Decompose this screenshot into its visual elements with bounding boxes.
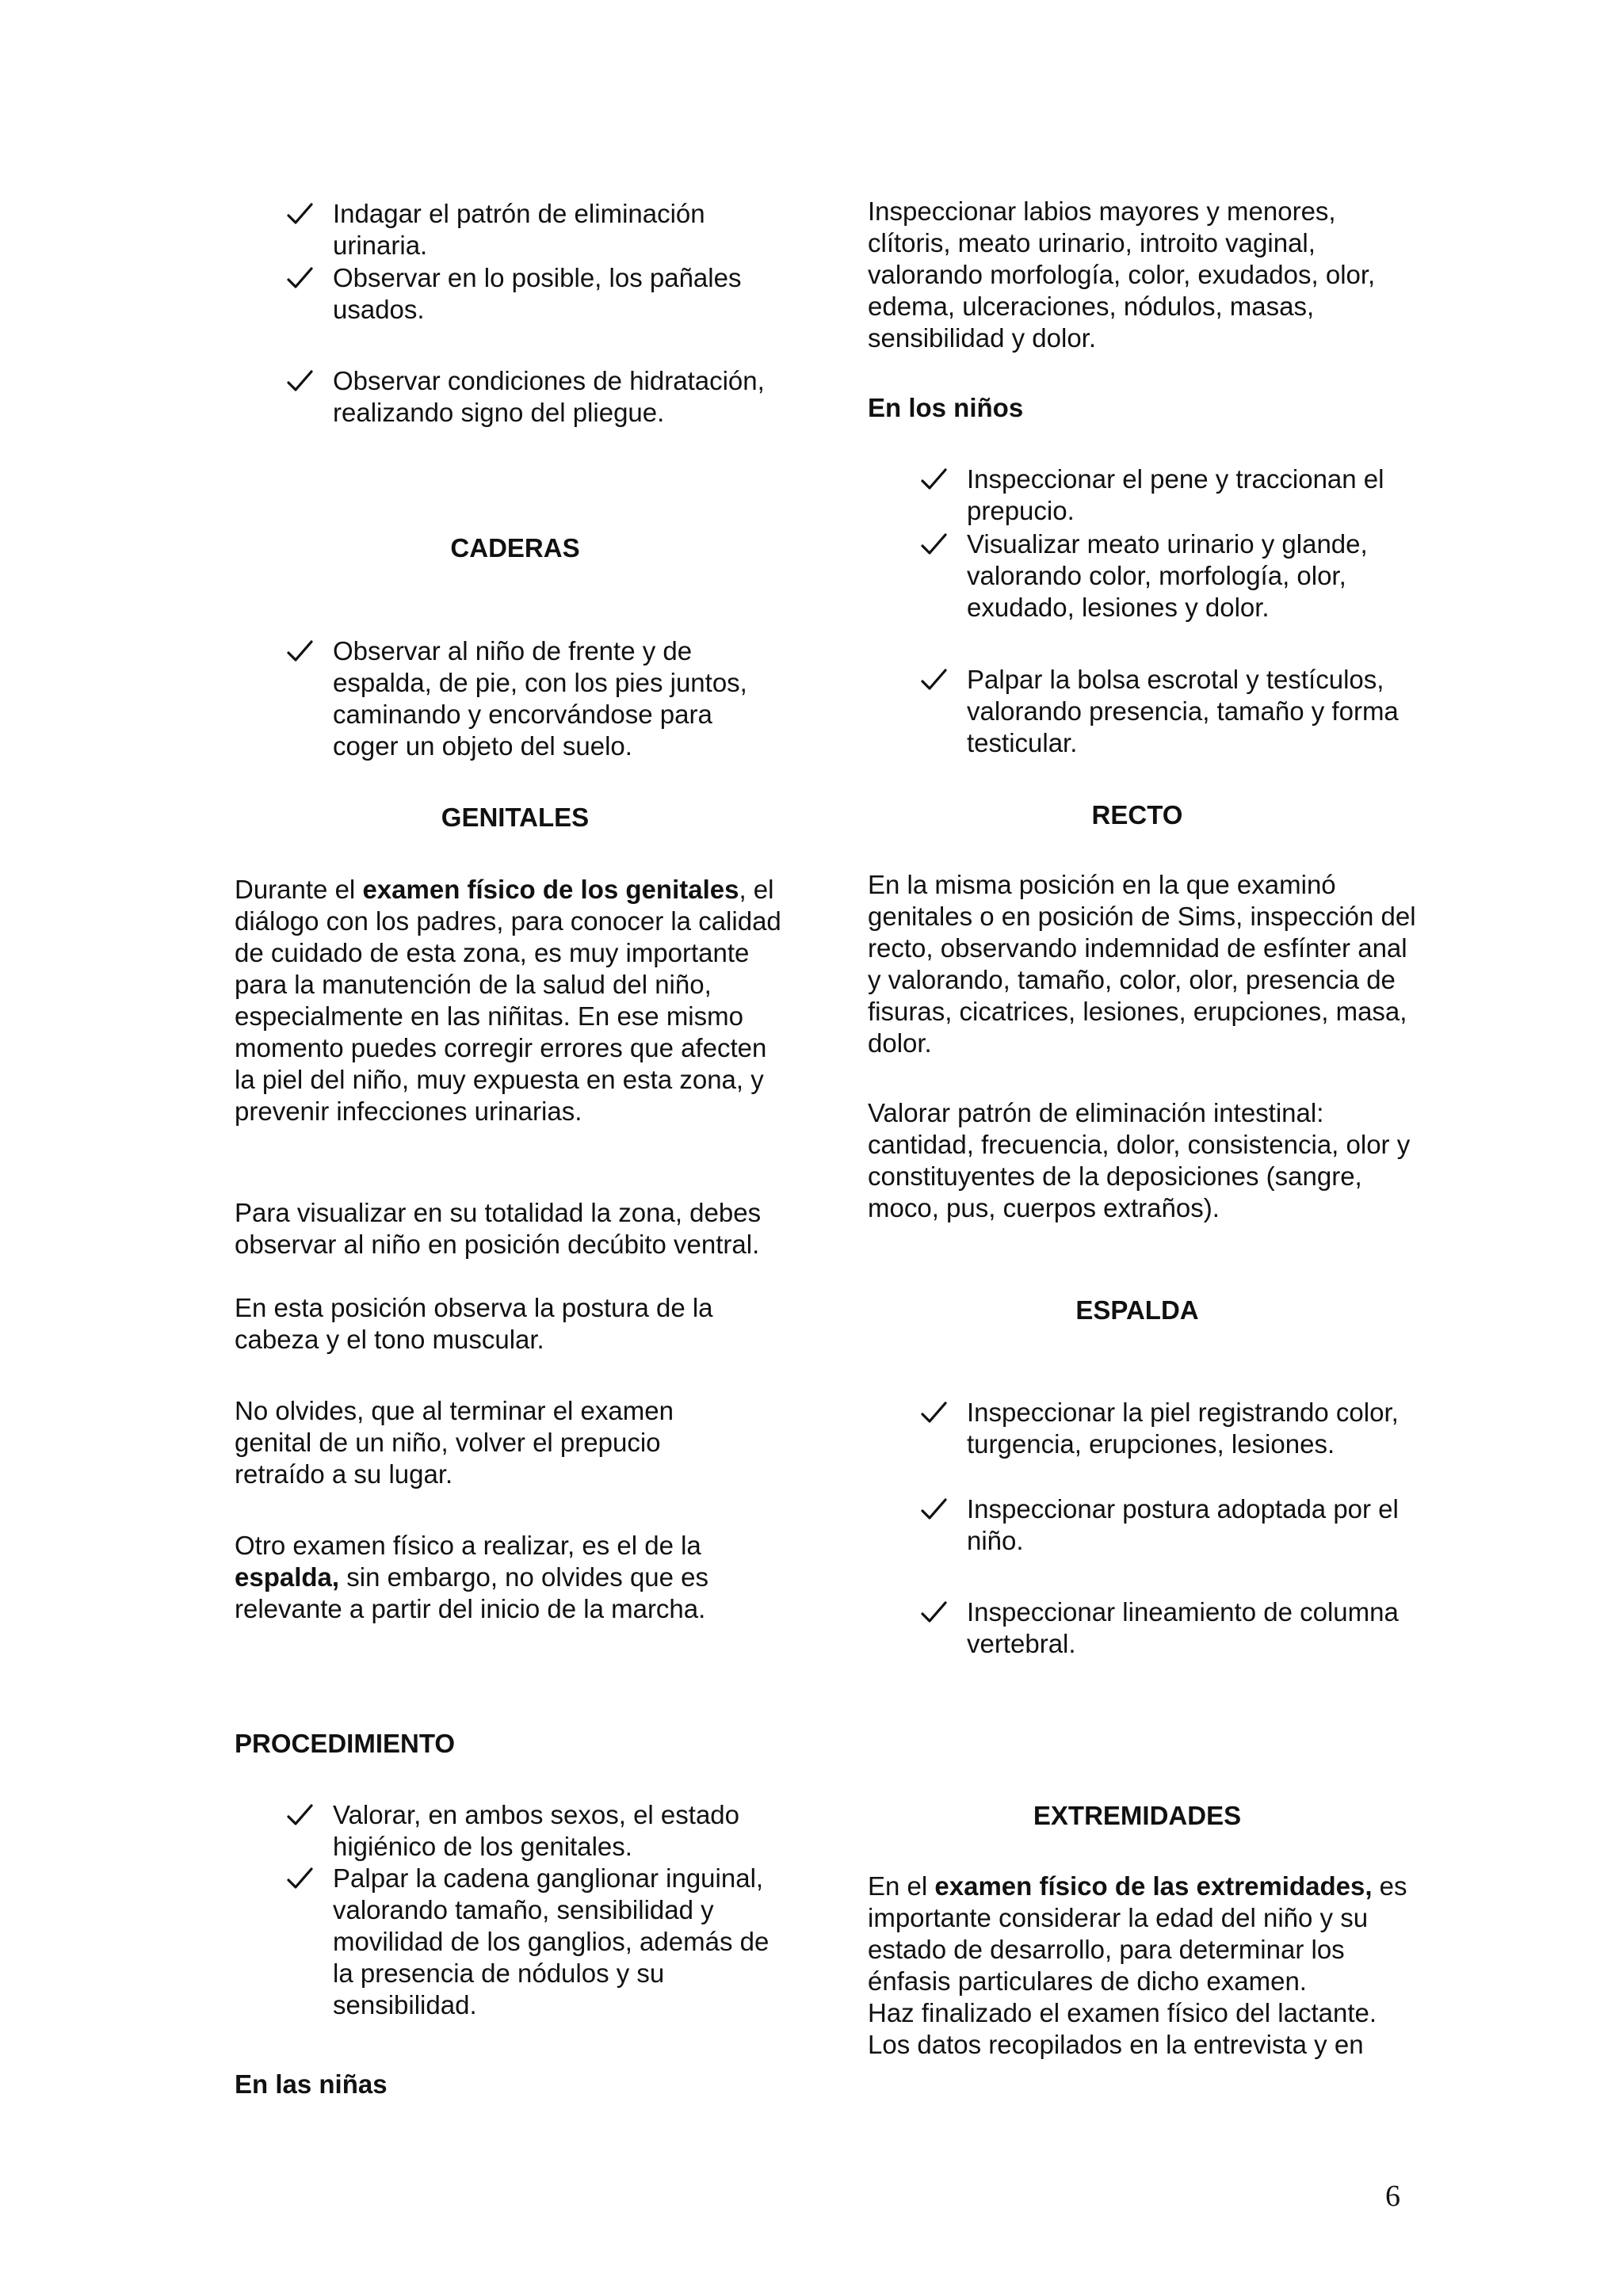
subheading-ninos: En los niños — [868, 393, 1024, 422]
section-heading-caderas: CADERAS — [450, 533, 580, 563]
checkmark-icon — [918, 463, 949, 495]
list-item-text: Observar condiciones de hidratación, realizando signo del pliegue. — [333, 366, 765, 427]
checkmark-icon — [284, 1863, 315, 1894]
checkmark-icon — [284, 1799, 315, 1831]
checkmark-icon — [918, 528, 949, 560]
list-item-text: Indagar el patrón de eliminación urinaria. — [333, 199, 705, 260]
list-item-text: Visualizar meato urinario y glande, valorando color, morfología, olor, exudado, lesiones y dolor. — [967, 529, 1368, 622]
checkmark-icon — [918, 664, 949, 696]
espalda-note-paragraph: Otro examen físico a realizar, es el de la espalda, sin embargo, no olvides que es relevante a partir del inicio de la marcha. — [235, 1531, 709, 1623]
finalizado-paragraph: Haz finalizado el examen físico del lactante. Los datos recopilados en la entrevista y en — [868, 1998, 1377, 2059]
checkmark-icon — [284, 365, 315, 397]
list-item-text: Valorar, en ambos sexos, el estado higiénico de los genitales. — [333, 1800, 740, 1861]
list-item-text: Inspeccionar el pene y traccionan el prepucio. — [967, 464, 1384, 525]
section-heading-extremidades: EXTREMIDADES — [1033, 1801, 1242, 1830]
visualizar-paragraph: Para visualizar en su totalidad la zona, debes observar al niño en posición decúbito ventral. — [235, 1198, 762, 1259]
checkmark-icon — [284, 198, 315, 230]
list-item-text: Palpar la bolsa escrotal y testículos, valorando presencia, tamaño y forma testicular. — [967, 665, 1399, 757]
list-item-text: Observar al niño de frente y de espalda, de pie, con los pies juntos, caminando y encorvándose para coger un objeto del suelo. — [333, 636, 747, 761]
subheading-ninas: En las niñas — [235, 2069, 388, 2099]
extremidades-paragraph: En el examen físico de las extremidades, es importante considerar la edad del niño y su estado de desarrollo, para determinar los énfasis particulares de dicho examen. — [868, 1871, 1407, 1996]
checkmark-icon — [918, 1397, 949, 1428]
prepucio-paragraph: No olvides, que al terminar el examen genital de un niño, volver el prepucio retraído a su lugar. — [235, 1396, 674, 1489]
checkmark-icon — [918, 1493, 949, 1525]
list-item-text: Inspeccionar la piel registrando color, turgencia, erupciones, lesiones. — [967, 1398, 1399, 1459]
genitales-paragraph: Durante el examen físico de los genitales, el diálogo con los padres, para conocer la calidad de cuidado de esta zona, es muy importante para la manutención de la salud del niño, especialmente en las niñitas. En ese mismo momento puedes corregir errores que afecten la piel del niño, muy expuesta en esta zona, y prevenir infecciones urinarias. — [235, 875, 781, 1126]
checkmark-icon — [284, 262, 315, 294]
section-heading-genitales: GENITALES — [441, 803, 590, 832]
recto-paragraph: En la misma posición en la que examinó genitales o en posición de Sims, inspección del recto, observando indemnidad de esfínter anal y valorando, tamaño, color, olor, presencia de fisuras, cicatrices, lesiones, erupciones, masa, dolor. — [868, 870, 1416, 1058]
list-item-text: Palpar la cadena ganglionar inguinal, valorando tamaño, sensibilidad y movilidad de los ganglios, además de la presencia de nódulos y su sensibilidad. — [333, 1863, 769, 2019]
section-heading-espalda: ESPALDA — [1075, 1295, 1199, 1325]
ninas-inspection-paragraph: Inspeccionar labios mayores y menores, clítoris, meato urinario, introito vaginal, valorando morfología, color, exudados, olor, edema, ulceraciones, nódulos, masas, sensibilidad y dolor. — [868, 196, 1376, 353]
list-item-text: Inspeccionar lineamiento de columna vertebral. — [967, 1597, 1399, 1658]
page-number: 6 — [1385, 2180, 1400, 2213]
section-heading-procedimiento: PROCEDIMIENTO — [235, 1729, 456, 1758]
section-heading-recto: RECTO — [1091, 800, 1183, 830]
postura-paragraph: En esta posición observa la postura de la cabeza y el tono muscular. — [235, 1293, 713, 1354]
eliminacion-paragraph: Valorar patrón de eliminación intestinal: cantidad, frecuencia, dolor, consistencia, olor y constituyentes de la deposiciones (sangre, moco, pus, cuerpos extraños). — [868, 1098, 1411, 1222]
list-item-text: Observar en lo posible, los pañales usados. — [333, 263, 742, 324]
checkmark-icon — [918, 1596, 949, 1628]
checkmark-icon — [284, 635, 315, 667]
list-item-text: Inspeccionar postura adoptada por el niño. — [967, 1494, 1399, 1555]
